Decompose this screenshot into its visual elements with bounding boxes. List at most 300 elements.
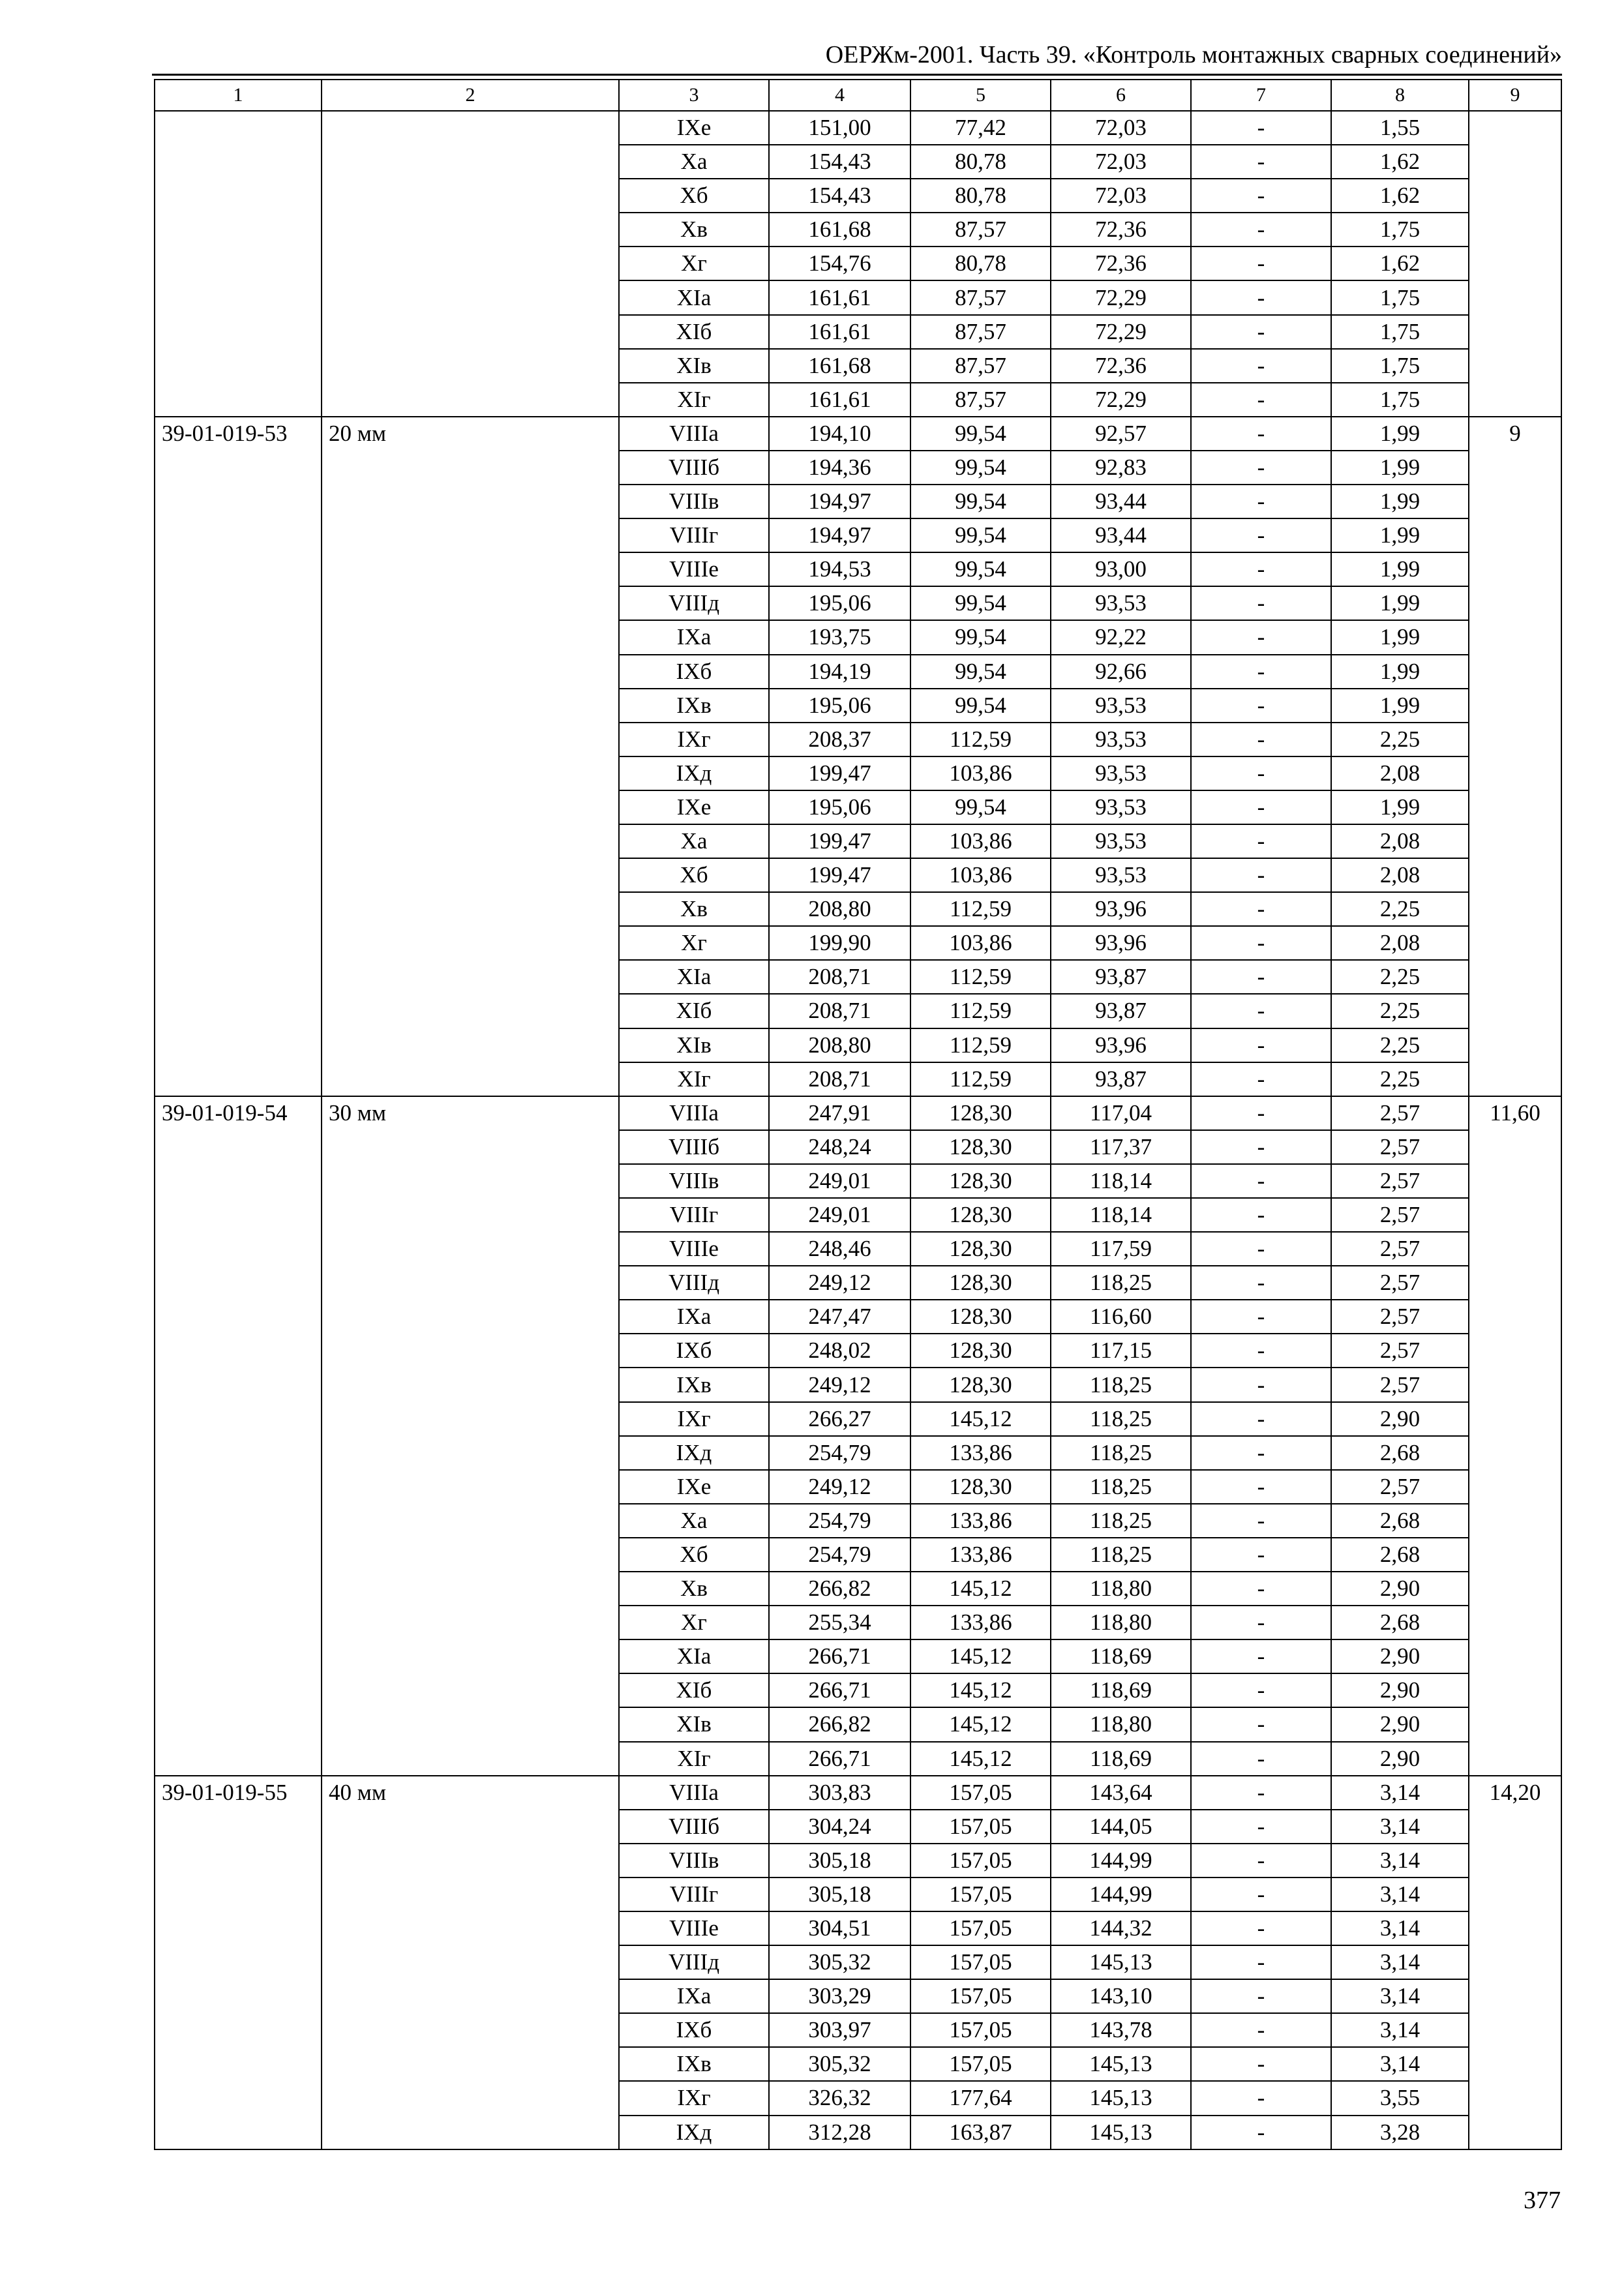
materials-cell: - bbox=[1191, 1538, 1331, 1572]
materials-cell: - bbox=[1191, 145, 1331, 179]
total-cost-cell: 266,27 bbox=[769, 1402, 910, 1436]
total-cost-cell: 254,79 bbox=[769, 1436, 910, 1470]
total-cost-cell: 254,79 bbox=[769, 1504, 910, 1538]
machine-cost-cell: 144,05 bbox=[1051, 1810, 1191, 1844]
total-cost-cell: 195,06 bbox=[769, 790, 910, 824]
total-cost-cell: 305,32 bbox=[769, 1945, 910, 1979]
wages-cell: 112,59 bbox=[910, 960, 1051, 994]
materials-cell: - bbox=[1191, 179, 1331, 213]
wages-cell: 145,12 bbox=[910, 1402, 1051, 1436]
machine-cost-cell: 92,22 bbox=[1051, 620, 1191, 654]
category-cell: IXе bbox=[619, 1470, 769, 1504]
labor-cell: 1,99 bbox=[1331, 417, 1469, 451]
labor-cell: 1,99 bbox=[1331, 586, 1469, 620]
total-cost-cell: 208,80 bbox=[769, 892, 910, 926]
materials-cell: - bbox=[1191, 1436, 1331, 1470]
table-row bbox=[155, 417, 1561, 451]
wages-cell: 145,12 bbox=[910, 1572, 1051, 1606]
labor-cell: 2,57 bbox=[1331, 1198, 1469, 1232]
machine-cost-cell: 72,29 bbox=[1051, 383, 1191, 417]
labor-cell: 2,25 bbox=[1331, 994, 1469, 1028]
total-cost-cell: 312,28 bbox=[769, 2116, 910, 2149]
category-cell: XIа bbox=[619, 960, 769, 994]
machine-cost-cell: 93,87 bbox=[1051, 960, 1191, 994]
materials-cell: - bbox=[1191, 790, 1331, 824]
total-cost-cell: 208,71 bbox=[769, 994, 910, 1028]
materials-cell: - bbox=[1191, 1911, 1331, 1945]
category-cell: VIIIа bbox=[619, 417, 769, 451]
wages-cell: 145,12 bbox=[910, 1639, 1051, 1673]
category-cell: XIг bbox=[619, 383, 769, 417]
category-cell: Xг bbox=[619, 1606, 769, 1639]
materials-cell: - bbox=[1191, 620, 1331, 654]
category-cell: Xб bbox=[619, 1538, 769, 1572]
category-cell: IXе bbox=[619, 111, 769, 145]
category-cell: IXв bbox=[619, 1368, 769, 1401]
materials-cell: - bbox=[1191, 518, 1331, 552]
materials-cell: - bbox=[1191, 349, 1331, 383]
category-cell: IXе bbox=[619, 790, 769, 824]
machine-cost-cell: 93,00 bbox=[1051, 552, 1191, 586]
materials-cell: - bbox=[1191, 315, 1331, 349]
materials-cell: - bbox=[1191, 689, 1331, 723]
materials-cell: - bbox=[1191, 1470, 1331, 1504]
total-cost-cell: 194,10 bbox=[769, 417, 910, 451]
category-cell: XIв bbox=[619, 1028, 769, 1062]
total-cost-cell: 161,61 bbox=[769, 315, 910, 349]
category-cell: VIIIе bbox=[619, 1911, 769, 1945]
table-row bbox=[155, 1096, 1561, 1130]
column-number: 9 bbox=[1469, 80, 1561, 111]
category-cell: VIIIг bbox=[619, 1878, 769, 1911]
machine-cost-cell: 117,59 bbox=[1051, 1232, 1191, 1266]
category-cell: Xв bbox=[619, 213, 769, 247]
wages-cell: 77,42 bbox=[910, 111, 1051, 145]
machine-cost-cell: 118,69 bbox=[1051, 1639, 1191, 1673]
materials-cell: - bbox=[1191, 892, 1331, 926]
wages-cell: 103,86 bbox=[910, 926, 1051, 960]
wages-cell: 87,57 bbox=[910, 280, 1051, 314]
total-cost-cell: 248,24 bbox=[769, 1130, 910, 1164]
labor-cell: 3,14 bbox=[1331, 1979, 1469, 2013]
wages-cell: 128,30 bbox=[910, 1096, 1051, 1130]
labor-cell: 2,57 bbox=[1331, 1470, 1469, 1504]
labor-cell: 2,68 bbox=[1331, 1504, 1469, 1538]
machine-cost-cell: 144,32 bbox=[1051, 1911, 1191, 1945]
wages-cell: 145,12 bbox=[910, 1742, 1051, 1776]
wages-cell: 99,54 bbox=[910, 451, 1051, 485]
materials-cell: - bbox=[1191, 1096, 1331, 1130]
materials-cell: - bbox=[1191, 1810, 1331, 1844]
machine-cost-cell: 118,25 bbox=[1051, 1368, 1191, 1401]
total-cost-cell: 194,36 bbox=[769, 451, 910, 485]
materials-cell: - bbox=[1191, 213, 1331, 247]
total-cost-cell: 303,83 bbox=[769, 1776, 910, 1810]
materials-cell: - bbox=[1191, 756, 1331, 790]
total-cost-cell: 208,37 bbox=[769, 723, 910, 756]
category-cell: XIа bbox=[619, 1639, 769, 1673]
wages-cell: 133,86 bbox=[910, 1436, 1051, 1470]
labor-cell: 2,25 bbox=[1331, 723, 1469, 756]
machine-cost-cell: 117,04 bbox=[1051, 1096, 1191, 1130]
wages-cell: 157,05 bbox=[910, 1911, 1051, 1945]
machine-cost-cell: 118,25 bbox=[1051, 1470, 1191, 1504]
materials-cell: - bbox=[1191, 1639, 1331, 1673]
column-9-cell: 11,60 bbox=[1469, 1096, 1561, 1776]
machine-cost-cell: 118,80 bbox=[1051, 1606, 1191, 1639]
materials-cell: - bbox=[1191, 1028, 1331, 1062]
wages-cell: 112,59 bbox=[910, 1062, 1051, 1096]
column-number: 8 bbox=[1331, 80, 1469, 111]
wages-cell: 99,54 bbox=[910, 655, 1051, 689]
column-number: 7 bbox=[1191, 80, 1331, 111]
total-cost-cell: 266,82 bbox=[769, 1572, 910, 1606]
machine-cost-cell: 145,13 bbox=[1051, 2116, 1191, 2149]
category-cell: Xв bbox=[619, 892, 769, 926]
column-number: 1 bbox=[155, 80, 322, 111]
machine-cost-cell: 116,60 bbox=[1051, 1300, 1191, 1334]
category-cell: IXб bbox=[619, 655, 769, 689]
materials-cell: - bbox=[1191, 1198, 1331, 1232]
column-number: 6 bbox=[1051, 80, 1191, 111]
wages-cell: 133,86 bbox=[910, 1606, 1051, 1639]
category-cell: IXб bbox=[619, 2013, 769, 2047]
labor-cell: 1,99 bbox=[1331, 790, 1469, 824]
resource-table bbox=[154, 79, 1562, 2150]
wages-cell: 99,54 bbox=[910, 552, 1051, 586]
total-cost-cell: 154,43 bbox=[769, 145, 910, 179]
wages-cell: 163,87 bbox=[910, 2116, 1051, 2149]
labor-cell: 2,57 bbox=[1331, 1232, 1469, 1266]
category-cell: VIIIг bbox=[619, 518, 769, 552]
total-cost-cell: 249,12 bbox=[769, 1266, 910, 1300]
total-cost-cell: 255,34 bbox=[769, 1606, 910, 1639]
category-cell: VIIIб bbox=[619, 451, 769, 485]
labor-cell: 2,57 bbox=[1331, 1334, 1469, 1368]
column-9-cell: 14,20 bbox=[1469, 1776, 1561, 2149]
materials-cell: - bbox=[1191, 417, 1331, 451]
labor-cell: 1,75 bbox=[1331, 280, 1469, 314]
materials-cell: - bbox=[1191, 586, 1331, 620]
total-cost-cell: 304,24 bbox=[769, 1810, 910, 1844]
total-cost-cell: 266,82 bbox=[769, 1707, 910, 1741]
total-cost-cell: 247,47 bbox=[769, 1300, 910, 1334]
total-cost-cell: 154,76 bbox=[769, 247, 910, 280]
wages-cell: 99,54 bbox=[910, 586, 1051, 620]
wages-cell: 103,86 bbox=[910, 756, 1051, 790]
wages-cell: 128,30 bbox=[910, 1130, 1051, 1164]
machine-cost-cell: 72,36 bbox=[1051, 247, 1191, 280]
labor-cell: 1,99 bbox=[1331, 451, 1469, 485]
total-cost-cell: 248,02 bbox=[769, 1334, 910, 1368]
machine-cost-cell: 144,99 bbox=[1051, 1844, 1191, 1878]
labor-cell: 1,99 bbox=[1331, 689, 1469, 723]
machine-cost-cell: 118,80 bbox=[1051, 1707, 1191, 1741]
category-cell: Xб bbox=[619, 179, 769, 213]
machine-cost-cell: 93,96 bbox=[1051, 892, 1191, 926]
materials-cell: - bbox=[1191, 1368, 1331, 1401]
category-cell: IXв bbox=[619, 2047, 769, 2081]
wages-cell: 103,86 bbox=[910, 824, 1051, 858]
labor-cell: 1,75 bbox=[1331, 349, 1469, 383]
wages-cell: 157,05 bbox=[910, 1979, 1051, 2013]
page-number: 377 bbox=[1524, 2187, 1561, 2214]
materials-cell: - bbox=[1191, 1504, 1331, 1538]
wages-cell: 133,86 bbox=[910, 1538, 1051, 1572]
machine-cost-cell: 93,87 bbox=[1051, 994, 1191, 1028]
labor-cell: 2,57 bbox=[1331, 1164, 1469, 1198]
materials-cell: - bbox=[1191, 1232, 1331, 1266]
total-cost-cell: 305,32 bbox=[769, 2047, 910, 2081]
category-cell: VIIIа bbox=[619, 1776, 769, 1810]
materials-cell: - bbox=[1191, 280, 1331, 314]
materials-cell: - bbox=[1191, 994, 1331, 1028]
machine-cost-cell: 93,53 bbox=[1051, 858, 1191, 892]
total-cost-cell: 161,68 bbox=[769, 349, 910, 383]
total-cost-cell: 195,06 bbox=[769, 586, 910, 620]
wages-cell: 128,30 bbox=[910, 1266, 1051, 1300]
category-cell: XIб bbox=[619, 994, 769, 1028]
total-cost-cell: 303,97 bbox=[769, 2013, 910, 2047]
wages-cell: 80,78 bbox=[910, 179, 1051, 213]
category-cell: Xа bbox=[619, 1504, 769, 1538]
materials-cell: - bbox=[1191, 723, 1331, 756]
labor-cell: 2,90 bbox=[1331, 1673, 1469, 1707]
materials-cell: - bbox=[1191, 1742, 1331, 1776]
machine-cost-cell: 93,53 bbox=[1051, 790, 1191, 824]
labor-cell: 2,90 bbox=[1331, 1572, 1469, 1606]
machine-cost-cell: 118,69 bbox=[1051, 1673, 1191, 1707]
machine-cost-cell: 93,53 bbox=[1051, 824, 1191, 858]
category-cell: VIIIв bbox=[619, 1844, 769, 1878]
labor-cell: 1,62 bbox=[1331, 145, 1469, 179]
materials-cell: - bbox=[1191, 1402, 1331, 1436]
category-cell: VIIIе bbox=[619, 552, 769, 586]
machine-cost-cell: 72,03 bbox=[1051, 145, 1191, 179]
total-cost-cell: 303,29 bbox=[769, 1979, 910, 2013]
machine-cost-cell: 93,44 bbox=[1051, 485, 1191, 518]
category-cell: IXв bbox=[619, 689, 769, 723]
machine-cost-cell: 118,80 bbox=[1051, 1572, 1191, 1606]
column-number-row bbox=[155, 80, 1561, 111]
labor-cell: 2,08 bbox=[1331, 824, 1469, 858]
rate-code-cell bbox=[155, 111, 322, 417]
category-cell: VIIIг bbox=[619, 1198, 769, 1232]
machine-cost-cell: 143,64 bbox=[1051, 1776, 1191, 1810]
category-cell: Xа bbox=[619, 824, 769, 858]
machine-cost-cell: 72,36 bbox=[1051, 349, 1191, 383]
materials-cell: - bbox=[1191, 451, 1331, 485]
machine-cost-cell: 93,53 bbox=[1051, 689, 1191, 723]
machine-cost-cell: 117,15 bbox=[1051, 1334, 1191, 1368]
table-row bbox=[155, 111, 1561, 145]
rate-code-cell: 39-01-019-53 bbox=[155, 417, 322, 1096]
wages-cell: 112,59 bbox=[910, 1028, 1051, 1062]
column-9-cell bbox=[1469, 111, 1561, 417]
machine-cost-cell: 92,66 bbox=[1051, 655, 1191, 689]
machine-cost-cell: 92,83 bbox=[1051, 451, 1191, 485]
category-cell: VIIIб bbox=[619, 1130, 769, 1164]
machine-cost-cell: 117,37 bbox=[1051, 1130, 1191, 1164]
labor-cell: 1,99 bbox=[1331, 655, 1469, 689]
machine-cost-cell: 118,25 bbox=[1051, 1538, 1191, 1572]
column-9-cell: 9 bbox=[1469, 417, 1561, 1096]
category-cell: XIб bbox=[619, 1673, 769, 1707]
category-cell: IXд bbox=[619, 1436, 769, 1470]
materials-cell: - bbox=[1191, 111, 1331, 145]
materials-cell: - bbox=[1191, 1130, 1331, 1164]
materials-cell: - bbox=[1191, 247, 1331, 280]
wages-cell: 80,78 bbox=[910, 145, 1051, 179]
machine-cost-cell: 92,57 bbox=[1051, 417, 1191, 451]
materials-cell: - bbox=[1191, 1266, 1331, 1300]
total-cost-cell: 199,47 bbox=[769, 824, 910, 858]
labor-cell: 2,08 bbox=[1331, 858, 1469, 892]
machine-cost-cell: 93,87 bbox=[1051, 1062, 1191, 1096]
materials-cell: - bbox=[1191, 2116, 1331, 2149]
rate-code-cell: 39-01-019-54 bbox=[155, 1096, 322, 1776]
wages-cell: 87,57 bbox=[910, 315, 1051, 349]
category-cell: VIIIд bbox=[619, 1266, 769, 1300]
wages-cell: 128,30 bbox=[910, 1232, 1051, 1266]
column-number: 5 bbox=[910, 80, 1051, 111]
materials-cell: - bbox=[1191, 655, 1331, 689]
wages-cell: 87,57 bbox=[910, 383, 1051, 417]
labor-cell: 2,57 bbox=[1331, 1368, 1469, 1401]
machine-cost-cell: 118,14 bbox=[1051, 1164, 1191, 1198]
category-cell: Xг bbox=[619, 247, 769, 280]
materials-cell: - bbox=[1191, 383, 1331, 417]
total-cost-cell: 161,68 bbox=[769, 213, 910, 247]
machine-cost-cell: 72,29 bbox=[1051, 315, 1191, 349]
category-cell: Xв bbox=[619, 1572, 769, 1606]
labor-cell: 2,25 bbox=[1331, 892, 1469, 926]
page-header-title: ОЕРЖм-2001. Часть 39. «Контроль монтажных сварных соединений» bbox=[825, 41, 1562, 68]
total-cost-cell: 249,12 bbox=[769, 1470, 910, 1504]
column-number: 4 bbox=[769, 80, 910, 111]
labor-cell: 1,75 bbox=[1331, 315, 1469, 349]
wages-cell: 157,05 bbox=[910, 2013, 1051, 2047]
wages-cell: 157,05 bbox=[910, 1776, 1051, 1810]
machine-cost-cell: 93,96 bbox=[1051, 1028, 1191, 1062]
category-cell: VIIIб bbox=[619, 1810, 769, 1844]
category-cell: IXа bbox=[619, 620, 769, 654]
wages-cell: 112,59 bbox=[910, 723, 1051, 756]
labor-cell: 2,57 bbox=[1331, 1266, 1469, 1300]
materials-cell: - bbox=[1191, 1945, 1331, 1979]
total-cost-cell: 305,18 bbox=[769, 1844, 910, 1878]
total-cost-cell: 199,47 bbox=[769, 858, 910, 892]
materials-cell: - bbox=[1191, 1979, 1331, 2013]
materials-cell: - bbox=[1191, 858, 1331, 892]
machine-cost-cell: 143,78 bbox=[1051, 2013, 1191, 2047]
machine-cost-cell: 145,13 bbox=[1051, 2081, 1191, 2115]
labor-cell: 2,90 bbox=[1331, 1707, 1469, 1741]
machine-cost-cell: 118,14 bbox=[1051, 1198, 1191, 1232]
table-body bbox=[155, 80, 1561, 2149]
wages-cell: 112,59 bbox=[910, 892, 1051, 926]
labor-cell: 2,08 bbox=[1331, 926, 1469, 960]
labor-cell: 1,75 bbox=[1331, 213, 1469, 247]
wages-cell: 145,12 bbox=[910, 1707, 1051, 1741]
wages-cell: 157,05 bbox=[910, 1844, 1051, 1878]
wages-cell: 157,05 bbox=[910, 1945, 1051, 1979]
labor-cell: 1,99 bbox=[1331, 518, 1469, 552]
category-cell: Xг bbox=[619, 926, 769, 960]
rate-code-cell: 39-01-019-55 bbox=[155, 1776, 322, 2149]
wages-cell: 157,05 bbox=[910, 1810, 1051, 1844]
total-cost-cell: 151,00 bbox=[769, 111, 910, 145]
category-cell: XIв bbox=[619, 349, 769, 383]
total-cost-cell: 208,71 bbox=[769, 960, 910, 994]
total-cost-cell: 208,80 bbox=[769, 1028, 910, 1062]
labor-cell: 1,62 bbox=[1331, 247, 1469, 280]
labor-cell: 2,90 bbox=[1331, 1742, 1469, 1776]
machine-cost-cell: 118,25 bbox=[1051, 1504, 1191, 1538]
total-cost-cell: 154,43 bbox=[769, 179, 910, 213]
labor-cell: 3,14 bbox=[1331, 1776, 1469, 1810]
total-cost-cell: 161,61 bbox=[769, 383, 910, 417]
wages-cell: 128,30 bbox=[910, 1368, 1051, 1401]
labor-cell: 2,68 bbox=[1331, 1436, 1469, 1470]
wages-cell: 99,54 bbox=[910, 790, 1051, 824]
machine-cost-cell: 93,53 bbox=[1051, 586, 1191, 620]
materials-cell: - bbox=[1191, 1776, 1331, 1810]
thickness-cell: 20 мм bbox=[322, 417, 619, 1096]
labor-cell: 1,55 bbox=[1331, 111, 1469, 145]
labor-cell: 3,14 bbox=[1331, 1911, 1469, 1945]
materials-cell: - bbox=[1191, 824, 1331, 858]
labor-cell: 3,14 bbox=[1331, 2013, 1469, 2047]
wages-cell: 99,54 bbox=[910, 620, 1051, 654]
machine-cost-cell: 93,53 bbox=[1051, 723, 1191, 756]
wages-cell: 99,54 bbox=[910, 518, 1051, 552]
total-cost-cell: 194,19 bbox=[769, 655, 910, 689]
category-cell: IXб bbox=[619, 1334, 769, 1368]
thickness-cell bbox=[322, 111, 619, 417]
machine-cost-cell: 93,53 bbox=[1051, 756, 1191, 790]
wages-cell: 99,54 bbox=[910, 417, 1051, 451]
category-cell: XIб bbox=[619, 315, 769, 349]
wages-cell: 87,57 bbox=[910, 213, 1051, 247]
labor-cell: 2,57 bbox=[1331, 1096, 1469, 1130]
machine-cost-cell: 118,25 bbox=[1051, 1402, 1191, 1436]
column-number: 3 bbox=[619, 80, 769, 111]
category-cell: XIв bbox=[619, 1707, 769, 1741]
machine-cost-cell: 118,25 bbox=[1051, 1266, 1191, 1300]
labor-cell: 1,99 bbox=[1331, 552, 1469, 586]
labor-cell: 2,25 bbox=[1331, 960, 1469, 994]
labor-cell: 3,14 bbox=[1331, 1844, 1469, 1878]
labor-cell: 1,75 bbox=[1331, 383, 1469, 417]
materials-cell: - bbox=[1191, 1300, 1331, 1334]
wages-cell: 157,05 bbox=[910, 2047, 1051, 2081]
labor-cell: 1,99 bbox=[1331, 485, 1469, 518]
materials-cell: - bbox=[1191, 1878, 1331, 1911]
labor-cell: 2,08 bbox=[1331, 756, 1469, 790]
table-row bbox=[155, 1776, 1561, 1810]
materials-cell: - bbox=[1191, 926, 1331, 960]
materials-cell: - bbox=[1191, 2081, 1331, 2115]
total-cost-cell: 195,06 bbox=[769, 689, 910, 723]
wages-cell: 128,30 bbox=[910, 1470, 1051, 1504]
wages-cell: 87,57 bbox=[910, 349, 1051, 383]
category-cell: VIIIв bbox=[619, 485, 769, 518]
wages-cell: 133,86 bbox=[910, 1504, 1051, 1538]
total-cost-cell: 266,71 bbox=[769, 1742, 910, 1776]
wages-cell: 112,59 bbox=[910, 994, 1051, 1028]
wages-cell: 145,12 bbox=[910, 1673, 1051, 1707]
